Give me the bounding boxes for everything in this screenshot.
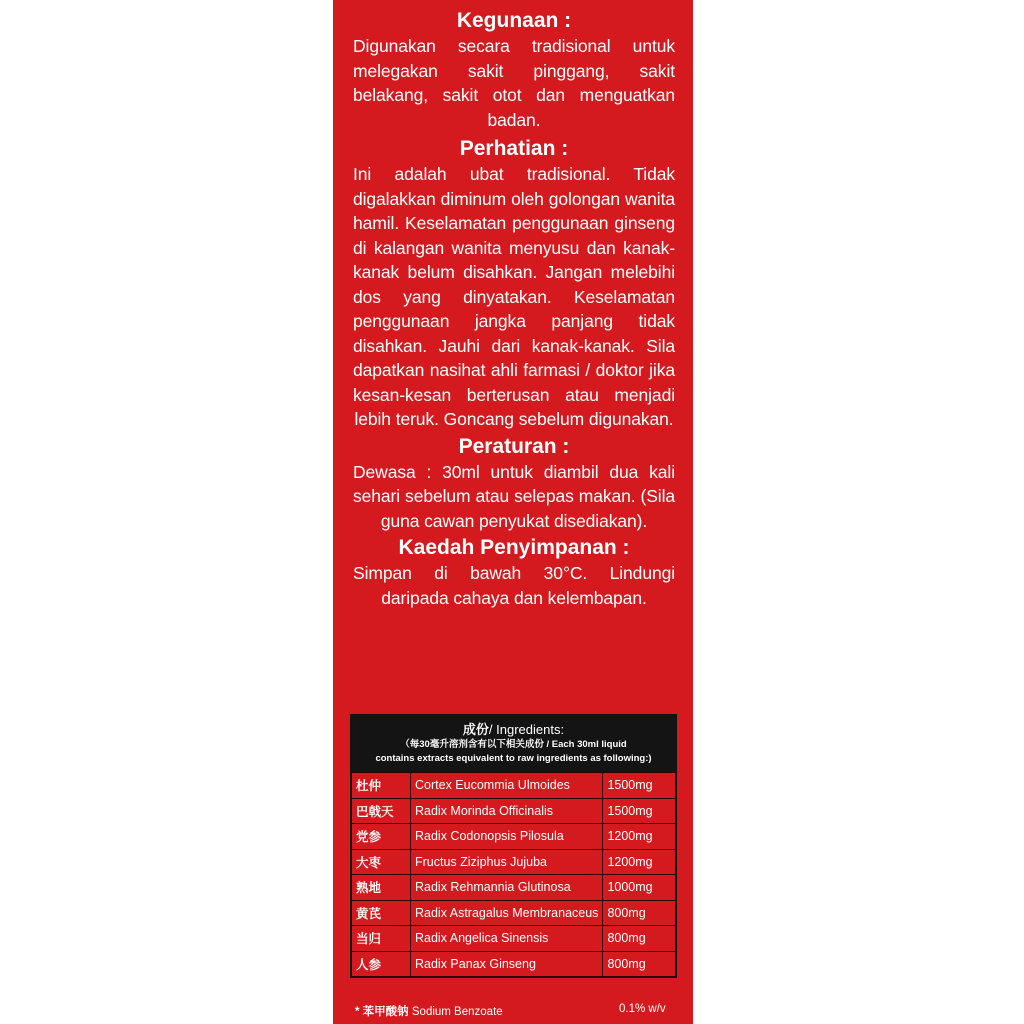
ingredients-title-en: / Ingredients: bbox=[488, 722, 565, 737]
section-body-perhatian: Ini adalah ubat tradisional. Tidak digalakkan diminum oleh golongan wanita hamil. Keselamatan penggunaan ginseng di kalangan wanita menyusu dan kanak-kanak belum disahkan. Jangan melebihi dos yang dinyatakan. Keselamatan penggunaan jangka panjang tidak disahkan. Jauhi dari kanak-kanak. Sila dapatkan nasihat ahli farmasi / doktor jika kesan-kesan berterusan atau menjadi lebih teruk. Goncang sebelum digunakan. bbox=[353, 164, 675, 429]
ingredient-amount: 1200mg bbox=[603, 849, 676, 875]
ingredient-cn: 大枣 bbox=[352, 849, 411, 875]
section-title-kaedah-penyimpanan: Kaedah Penyimpanan : bbox=[398, 536, 630, 559]
ingredients-header bbox=[351, 715, 676, 772]
ingredient-amount: 1500mg bbox=[603, 773, 676, 799]
ingredient-cn: 巴戟天 bbox=[352, 798, 411, 824]
ingredient-name: Radix Codonopsis Pilosula bbox=[411, 824, 603, 850]
section-body-kaedah-penyimpanan: Simpan di bawah 30°C. Lindungi daripada cahaya dan kelembapan. bbox=[353, 563, 675, 608]
ingredient-name: Radix Angelica Sinensis bbox=[411, 926, 603, 952]
ingredients-subtitle-1: （每30毫升溶剂含有以下相关成份 / Each 30ml liquid bbox=[400, 739, 627, 750]
label-text-content bbox=[353, 0, 675, 612]
preservative-name: Sodium Benzoate bbox=[411, 1006, 503, 1018]
ingredient-amount: 800mg bbox=[603, 926, 676, 952]
section-body-kegunaan: Digunakan secara tradisional untuk melegakan sakit pinggang, sakit belakang, sakit otot dan menguatkan badan. bbox=[353, 36, 675, 130]
ingredient-cn: 当归 bbox=[352, 926, 411, 952]
ingredient-amount: 800mg bbox=[603, 951, 676, 977]
ingredients-table bbox=[351, 772, 676, 977]
ingredient-name: Cortex Eucommia Ulmoides bbox=[411, 773, 603, 799]
ingredient-cn: 杜仲 bbox=[352, 773, 411, 799]
ingredients-subtitle-2: contains extracts equivalent to raw ingredients as following:) bbox=[375, 753, 652, 764]
ingredients-box bbox=[350, 714, 677, 978]
ingredients-title bbox=[355, 721, 672, 738]
section-title-peraturan: Peraturan : bbox=[458, 434, 570, 458]
table-row bbox=[352, 875, 676, 901]
ingredient-amount: 1000mg bbox=[603, 875, 676, 901]
ingredient-cn: 党参 bbox=[352, 824, 411, 850]
ingredients-title-cn: 成份 bbox=[462, 722, 489, 737]
table-row bbox=[352, 824, 676, 850]
label-panel bbox=[333, 0, 693, 1024]
table-row bbox=[352, 798, 676, 824]
preservative-cn: * 苯甲酸钠 bbox=[355, 1006, 409, 1018]
table-row bbox=[352, 926, 676, 952]
ingredient-amount: 1500mg bbox=[603, 798, 676, 824]
table-row bbox=[352, 849, 676, 875]
ingredient-name: Fructus Ziziphus Jujuba bbox=[411, 849, 603, 875]
ingredient-name: Radix Panax Ginseng bbox=[411, 951, 603, 977]
ingredient-name: Radix Astragalus Membranaceus bbox=[411, 900, 603, 926]
table-row bbox=[352, 900, 676, 926]
preservative-row bbox=[355, 1003, 675, 1019]
ingredient-name: Radix Rehmannia Glutinosa bbox=[411, 875, 603, 901]
table-row bbox=[352, 773, 676, 799]
ingredient-cn: 熟地 bbox=[352, 875, 411, 901]
section-title-kegunaan: Kegunaan : bbox=[456, 9, 572, 32]
section-body-peraturan: Dewasa : 30ml untuk diambil dua kali sehari sebelum atau selepas makan. (Sila guna cawan penyukat disediakan). bbox=[353, 461, 675, 531]
section-title-perhatian: Perhatian : bbox=[459, 137, 569, 160]
ingredient-amount: 1200mg bbox=[603, 824, 676, 850]
ingredient-cn: 黄芪 bbox=[352, 900, 411, 926]
table-row bbox=[352, 951, 676, 977]
preservative-amount: 0.1% w/v bbox=[619, 1003, 666, 1015]
ingredient-amount: 800mg bbox=[603, 900, 676, 926]
ingredient-name: Radix Morinda Officinalis bbox=[411, 798, 603, 824]
ingredient-cn: 人参 bbox=[352, 951, 411, 977]
